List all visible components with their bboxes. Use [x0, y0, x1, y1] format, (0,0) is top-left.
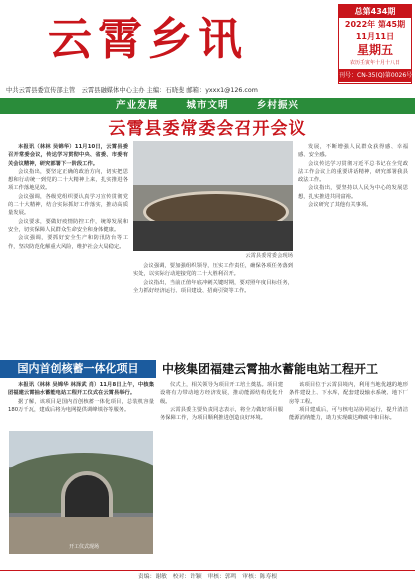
- construction-photo-caption: 开工仪式现场: [69, 544, 100, 550]
- article2-headline: 中核集团福建云霄抽水蓄能电站工程开工: [162, 362, 379, 376]
- article-paragraph: 本报讯（林林 吴锦华）11月10日，云霄县委召开常委会议，传达学习贯彻中央、省委、市委有关会议精神，研究部署下一阶段工作。: [8, 144, 128, 167]
- article-paragraph: 会议强调，要加强组织领导，压实工作责任，确保各项任务落到实处，以实际行动迎接党的二十大胜利召开。: [133, 263, 293, 278]
- issue-date: 11月11日: [355, 32, 395, 41]
- article-paragraph: 云霄县委主要负责同志表示，将全力做好项目服务保障工作，为项目顺利推进创造良好环境。: [160, 406, 283, 422]
- article-paragraph: 本报讯（林林 吴锦华 林泽武 肖）11月8日上午，中核集团福建云霄抽水蓄能电站工程开工仪式在云霄县举行。: [8, 382, 154, 397]
- issue-weekday: 星期五: [356, 43, 393, 57]
- article2-column-2: [160, 381, 283, 567]
- article1-column-1: [8, 143, 128, 357]
- article-paragraph: 会议指出，要坚持以人民为中心的发展思想，扎实推进共同富裕。: [298, 185, 408, 200]
- article-paragraph: 该项目位于云霄县境内，利用当地优越的地形条件建设上、下水库，配套建设输水系统、地下厂房等工程。: [289, 382, 408, 405]
- article-paragraph: 会议强调，各级党组织要认真学习宣传贯彻党的二十大精神，结合实际抓好工作落实，推动高质量发展。: [8, 193, 128, 217]
- construction-photo: [9, 431, 153, 554]
- publisher-line: 中共云霄县委宣传部主管 云霄县融媒体中心主办 主编：石晓斐 邮箱：yxxx1@126.com: [6, 87, 258, 94]
- article-paragraph: 发展，不断增强人民群众获得感、幸福感、安全感。: [298, 144, 408, 159]
- footer-credits: 责编：谢敏 校对：许颖 审核：郭鸣 审核：陈寿根: [0, 570, 415, 583]
- total-issue-number: 总第434期: [339, 5, 411, 18]
- publication-code: 刊号：CN-35(Q)第0026号: [339, 69, 411, 82]
- article-paragraph: 会议研究了其他有关事项。: [308, 202, 372, 209]
- article2-column-3: [289, 381, 408, 567]
- lunar-date: 农历壬寅年十月十八日: [349, 60, 400, 66]
- meeting-photo: [133, 141, 293, 251]
- meeting-photo-caption: 云霄县委常委会现场: [245, 253, 293, 259]
- article1-column-2: [133, 262, 293, 356]
- slogan-item: 乡村振兴: [256, 100, 299, 111]
- article-paragraph: 会议传达学习贯彻习近平总书记在全党政法工作会议上的重要讲话精神，研究部署我县政法工作。: [298, 160, 408, 184]
- article-paragraph: 会议要求，要做好疫情防控工作，统筹发展和安全，切实保障人民群众生命安全和身体健康。: [8, 218, 128, 233]
- article2-column-1: [8, 381, 154, 429]
- slogan-item: 产业发展: [116, 100, 159, 111]
- article2-kicker: 国内首创核蓄一体化项目: [0, 360, 156, 378]
- article-paragraph: 会议指出，当前正值年底冲刺关键时期，要对照年度目标任务，全力抓好经济运行、项目建设、招商引资等工作。: [133, 279, 293, 294]
- article-paragraph: 据了解，该项目是国内首创核蓄一体化项目，总装机容量180万千瓦，建成后将为电网提供调峰填谷等服务。: [8, 398, 154, 413]
- article-paragraph: 会议指出，要坚定正确的政治方向，切实把思想和行动统一到党的二十大精神上来，扎实推进各项工作落地见效。: [8, 168, 128, 192]
- issue-info-box: [338, 4, 412, 84]
- article-paragraph: 项目建成后，可与核电站协同运行，提升清洁能源消纳能力，助力实现碳达峰碳中和目标。: [289, 406, 408, 422]
- slogan-bar: [0, 98, 415, 114]
- article1-column-3: [298, 143, 408, 357]
- article-paragraph: 仪式上，相关领导为项目开工培土奠基。项目建设将有力带动地方经济发展，推动能源结构优化升级。: [160, 382, 283, 405]
- article1-headline: 云霄县委常委会召开会议: [108, 119, 307, 139]
- newspaper-title: 云霄乡讯: [48, 14, 248, 65]
- slogan-item: 城市文明: [186, 100, 229, 111]
- issue-year-number: 2022年 第45期: [344, 20, 406, 29]
- article-paragraph: 会议强调，要抓好安全生产和防汛防台等工作，坚决防范化解重大风险，维护社会大局稳定。: [8, 235, 128, 250]
